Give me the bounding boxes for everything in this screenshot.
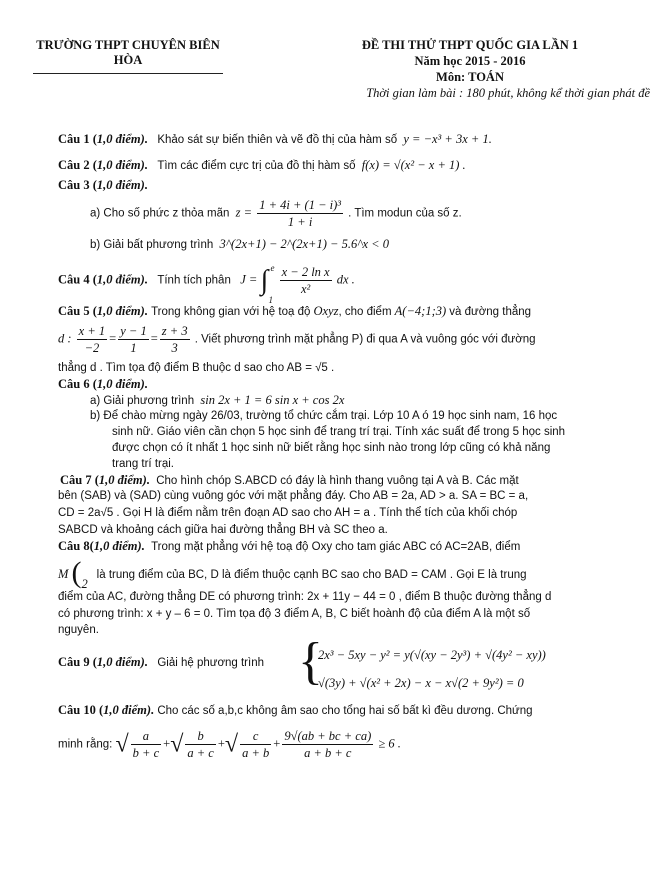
question-5	[58, 303, 618, 320]
q5-line1b: , cho điểm	[338, 306, 392, 318]
q3-label: Câu 3 (	[58, 178, 97, 192]
q7-label: Câu 7 (	[60, 473, 99, 487]
q7-points: 1,0 điểm).	[98, 473, 150, 487]
question-8	[58, 538, 618, 555]
q3a-numerator: 1 + 4i + (1 − i)³	[259, 198, 342, 212]
q10-term3	[240, 728, 271, 761]
question-5-line3: thẳng d . Tìm tọa độ điểm B thuộc d sao cho AB = √5 .	[58, 362, 335, 374]
q4-text: Tính tích phân	[157, 274, 231, 287]
q10-term1	[131, 728, 161, 761]
q7-line-1: Cho hình chóp S.ABCD có đáy là hình thang vuông tại A và B. Các mặt	[156, 475, 519, 487]
q9-eq1: 2x³ − 5xy − y² = y(√(xy − 2y³) + √(4y² − xy))	[318, 648, 546, 662]
q8-m-coordinates	[71, 556, 94, 591]
sqrt-icon: √	[224, 731, 239, 758]
q5-f2-num: y − 1	[120, 324, 147, 338]
q5-points: 1,0 điểm).	[96, 304, 148, 318]
q1-text: Khảo sát sự biến thiên và vẽ đồ thị của hàm số	[157, 134, 398, 146]
q2-points: 1,0 điểm).	[96, 158, 148, 172]
q9-points: 1,0 điểm).	[96, 655, 148, 669]
school-header	[28, 38, 228, 74]
q6b-line-1: b) Để chào mừng ngày 26/03, trường tổ chức cắm trại. Lớp 10 A ó 19 học sinh nam, 16 học	[90, 410, 558, 422]
q5-line1c: và đường thẳng	[449, 306, 532, 318]
q5-frac3	[160, 323, 190, 356]
sqrt-icon: √	[170, 731, 184, 758]
question-6a	[90, 392, 620, 409]
q1-formula: y = −x³ + 3x + 1.	[403, 132, 492, 146]
q10-t3-num: c	[240, 728, 271, 745]
q6-points: 1,0 điểm).	[96, 377, 148, 391]
duration: Thời gian làm bài : 180 phút, không kể thời gian phát đề	[366, 86, 650, 100]
q5-line2: . Viết phương trình mặt phẳng P) đi qua A và vuông góc với đường	[194, 333, 536, 346]
integral-sign	[260, 262, 275, 305]
q7-line-3: CD = 2a√5 . Gọi H là điểm nằm trên đoạn AD sao cho AH = a . Tính thể tích của khối chóp	[58, 507, 518, 519]
q10-line-1: Cho các số a,b,c không âm sao cho tổng hai số bất kì đều dương. Chứng	[157, 705, 533, 717]
q5-f2-den: 1	[130, 341, 137, 355]
q5-f3-num: z + 3	[161, 324, 188, 338]
q10-term2	[185, 728, 215, 761]
q4-tail: dx .	[336, 272, 355, 287]
q9-label: Câu 9 (	[58, 655, 97, 669]
q1-label: Câu 1 (	[58, 132, 97, 146]
question-1	[58, 131, 618, 148]
q8-point-m: M	[58, 566, 69, 581]
q7-line-4: SABCD và khoảng cách giữa hai đường thẳng BH và SC theo a.	[58, 524, 388, 536]
q4-label: Câu 4 (	[58, 272, 97, 287]
question-7	[60, 472, 620, 489]
q6b-line-3: được chọn có ít nhất 1 học sinh nữ biết rằng học sinh nào trong lớp cũng có khả năng	[112, 442, 551, 454]
integral-lower: 1	[268, 294, 273, 305]
q4-lhs: J =	[240, 272, 258, 287]
school-year: Năm học 2015 - 2016	[414, 54, 526, 68]
q8-line-5: nguyên.	[58, 624, 99, 636]
q10-t4-num: 9√(ab + bc + ca)	[284, 729, 372, 743]
subject: Môn: TOÁN	[436, 70, 504, 84]
integral-symbol: ∫	[260, 264, 269, 296]
q8-line-1: Trong mặt phẳng với hệ toạ độ Oxy cho tam giác ABC có AC=2AB, điểm	[151, 541, 521, 553]
q5-frac2	[118, 323, 148, 356]
q10-t1-den: b + c	[132, 746, 160, 760]
question-4	[58, 262, 618, 305]
q3a-denominator: 1 + i	[287, 215, 313, 229]
q5-line1a: Trong không gian với hệ toạ độ	[151, 306, 311, 318]
q10-t1-num: a	[131, 728, 161, 745]
q9-text: Giải hệ phương trình	[157, 657, 264, 669]
question-6	[58, 376, 618, 392]
q6a-text: a) Giải phương trình	[90, 395, 195, 407]
q3-points: 1,0 điểm).	[96, 178, 148, 192]
q10-prefix: minh rằng:	[58, 738, 113, 751]
q3a-fraction	[257, 197, 343, 230]
school-underline	[33, 73, 223, 74]
q4-fraction	[280, 264, 332, 297]
q5-d-lhs: d :	[58, 331, 72, 346]
q10-inequality: minh rằng: √ $\frac{a}{b + c}$ +√ $\frac{b}{a + c}$ +√ $\frac{c}{a + b}$ + $\frac{9√(ab + bc + ca)}{a + b + c}$ ≥ 6 .	[58, 729, 401, 760]
q3b-formula: 3^(2x+1) − 2^(2x+1) − 5.6^x < 0	[219, 237, 389, 251]
q6-label: Câu 6 (	[58, 377, 97, 391]
sqrt-icon: √	[115, 731, 129, 758]
q1-points: 1,0 điểm).	[96, 132, 148, 146]
q9-eq2: √(3y) + √(x² + 2x) − x − x√(2 + 9y²) = 0	[318, 676, 524, 690]
q8-line-3: điểm của AC, đường thẳng DE có phương trình: 2x + 11y − 44 = 0 , điểm B thuộc đường thẳng d	[58, 591, 552, 603]
q6a-formula: sin 2x + 1 = 6 sin x + cos 2x	[200, 393, 345, 407]
q10-t4-den: a + b + c	[304, 746, 352, 760]
q7-line-2: bên (SAB) và (SAD) cùng vuông góc với mặt phẳng đáy. Cho AB = 2a, AD > a. SA = BC = a,	[58, 490, 529, 502]
question-5-line2: d : $\frac{x + 1}{-2}$ = $\frac{y - 1}{1}$ = $\frac{z + 3}{3}$ . Viết phương trình mặt phẳng P) đi qua A và vuông góc với đường	[58, 324, 536, 355]
q9-brace: {	[298, 633, 323, 690]
q10-t2-den: a + c	[187, 746, 214, 760]
school-name: TRƯỜNG THPT CHUYÊN BIÊN HÒA	[36, 38, 220, 67]
q3a-lhs: z =	[235, 205, 253, 220]
q10-label: Câu 10 (	[58, 703, 104, 717]
q5-point: A(−4;1;3)	[394, 304, 447, 318]
q8-line-4: có phương trình: x + y – 6 = 0. Tìm tọa độ 3 điểm A, B, C biết hoành độ của điểm A là một số	[58, 608, 531, 620]
q8-line-2	[58, 556, 618, 591]
q4-denominator: x²	[300, 282, 311, 296]
q4-points: 1,0 điểm).	[96, 272, 148, 287]
q8-label: Câu 8(	[58, 539, 94, 553]
q5-f3-den: 3	[171, 341, 178, 355]
q5-f1-den: −2	[84, 341, 100, 355]
q10-term4	[282, 728, 373, 761]
q4-numerator: x − 2 ln x	[281, 265, 330, 279]
q6b-line-2: sinh nữ. Giáo viên cần chọn 5 học sinh để trang trí trại. Tính xác suất để trong 5 học sinh	[112, 426, 566, 438]
question-10	[58, 702, 618, 719]
q10-tail: ≥ 6 .	[378, 736, 401, 751]
q5-oxyz: Oxyz	[313, 304, 339, 318]
exam-header	[290, 38, 650, 101]
q8-m-coord: 2	[81, 577, 88, 591]
q10-t3-den: a + b	[242, 746, 270, 760]
q10-points: 1,0 điểm).	[103, 703, 155, 717]
q5-frac1	[77, 323, 107, 356]
q3a-text: a) Cho số phức z thỏa mãn	[90, 207, 230, 220]
q6b-line-4: trang trí trại.	[112, 458, 174, 470]
q2-text: Tìm các điểm cực trị của đồ thị hàm số	[157, 160, 356, 172]
q3a-tail: . Tìm modun của số z.	[348, 207, 462, 220]
question-3b	[90, 236, 610, 253]
question-3a	[90, 197, 610, 230]
q5-f1-num: x + 1	[78, 324, 106, 338]
exam-title: ĐỀ THI THỬ THPT QUỐC GIA LẦN 1	[361, 38, 579, 52]
q8-points: 1,0 điểm).	[93, 539, 145, 553]
q2-label: Câu 2 (	[58, 158, 97, 172]
q8-left-paren: (	[71, 556, 82, 589]
q8-line-2-text: là trung điểm của BC, D là điểm thuộc cạnh BC sao cho BAD = CAM . Gọi E là trung	[96, 568, 527, 581]
q5-label: Câu 5 (	[58, 304, 97, 318]
q3b-text: b) Giải bất phương trình	[90, 239, 214, 251]
question-3	[58, 177, 618, 193]
q2-formula: f(x) = √(x² − x + 1) .	[361, 158, 466, 172]
question-2	[58, 157, 618, 174]
q10-t2-num: b	[185, 728, 215, 745]
integral-upper: e	[270, 262, 275, 273]
